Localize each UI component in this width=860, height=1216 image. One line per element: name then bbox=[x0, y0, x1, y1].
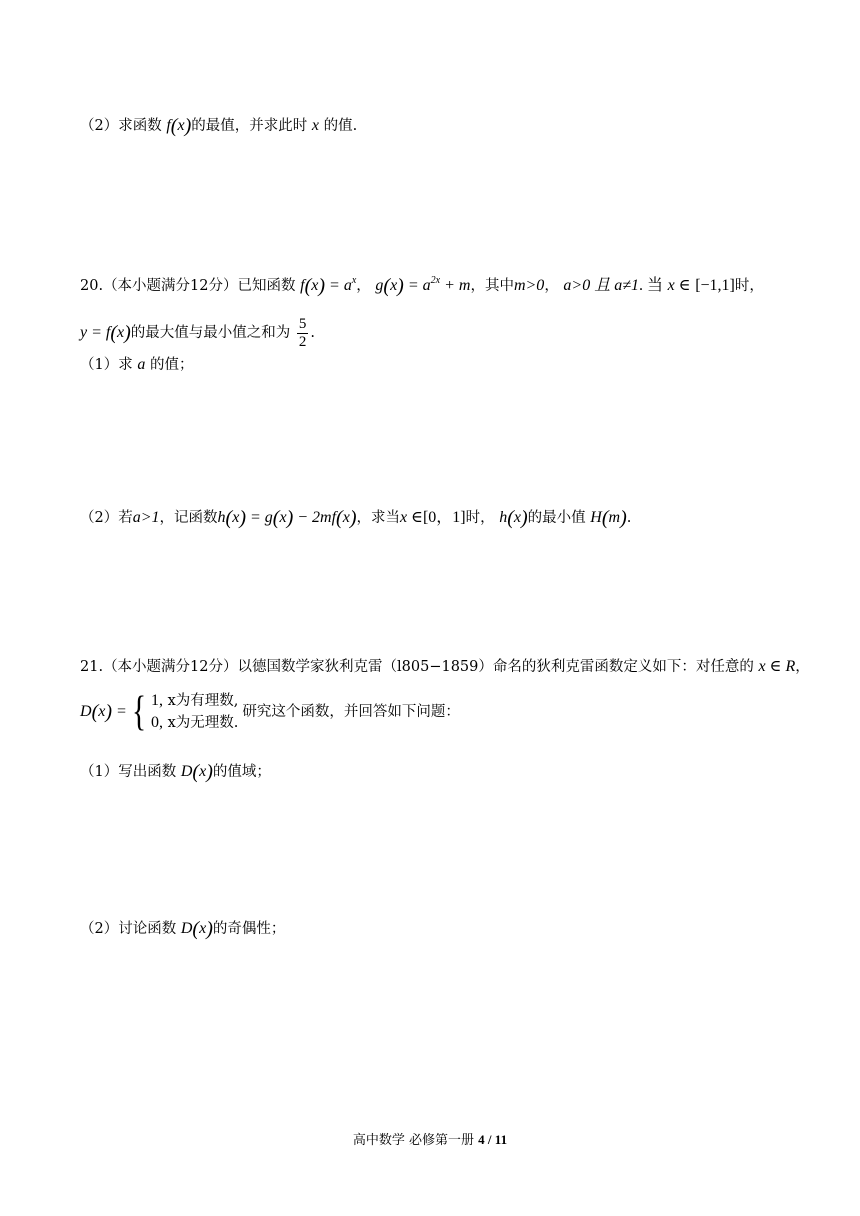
text: . 当 bbox=[639, 277, 664, 294]
case-row-1 bbox=[151, 690, 238, 712]
q20-line1 bbox=[80, 276, 764, 296]
text: 写出函数 bbox=[118, 764, 177, 780]
math-fx: f(x) bbox=[166, 115, 192, 137]
math-cond: a>1 bbox=[132, 509, 160, 526]
text: 研究这个函数，并回答如下问题： bbox=[242, 703, 460, 720]
math-x-in: x ∈ bbox=[667, 277, 691, 294]
text: ， bbox=[544, 278, 559, 294]
question-score: （本小题满分12分） bbox=[103, 659, 238, 675]
math-interval: [0，1] bbox=[422, 509, 466, 526]
math-gx-def: $g(x) = a^{2x} + m$ bbox=[375, 275, 471, 297]
q21-part2 bbox=[80, 919, 285, 939]
part-number: （2） bbox=[80, 510, 119, 526]
math-var: x bbox=[311, 117, 319, 134]
question-number: 21. bbox=[80, 659, 104, 675]
fraction bbox=[297, 316, 309, 350]
fraction-numerator: 5 bbox=[298, 316, 307, 332]
math-var: a bbox=[137, 356, 146, 373]
math-cond: m>0 bbox=[513, 277, 545, 294]
text: 的值； bbox=[149, 357, 194, 373]
text: ，其中 bbox=[470, 278, 514, 294]
brace-icon: { bbox=[131, 689, 146, 735]
part-number: （2） bbox=[80, 921, 119, 937]
text: 的最值，并求此时 bbox=[191, 118, 308, 134]
math-x-in: x ∈ bbox=[399, 509, 423, 526]
text: . bbox=[626, 510, 632, 526]
math-fx-def: $f(x) = a^x$ bbox=[300, 275, 357, 297]
piecewise-cases bbox=[151, 690, 238, 734]
text: 的值域； bbox=[212, 764, 271, 780]
q19-part2 bbox=[80, 116, 357, 136]
math-interval: [−1,1] bbox=[695, 277, 735, 294]
text: ， bbox=[356, 278, 371, 294]
text: 的最小值 bbox=[527, 510, 586, 526]
math-Hm: H(m) bbox=[590, 507, 627, 529]
question-score: （本小题满分12分） bbox=[103, 278, 238, 294]
text: 的最大值与最小值之和为 bbox=[130, 325, 291, 341]
text: 若 bbox=[118, 510, 133, 526]
math-y-eq: y = f bbox=[80, 324, 111, 341]
page-footer bbox=[0, 1129, 860, 1148]
math-Dx: D(x) bbox=[180, 761, 213, 783]
case-row-2 bbox=[151, 712, 238, 734]
math-paren-x: (x) bbox=[110, 322, 131, 344]
math-hx-def: h(x) = g(x) − 2mf(x) bbox=[217, 507, 357, 529]
text: 的值. bbox=[323, 118, 358, 134]
case-condition: x为无理数. bbox=[167, 715, 239, 731]
text: . bbox=[310, 325, 316, 341]
question-number: 20. bbox=[80, 278, 104, 294]
case-value: 0, bbox=[150, 714, 163, 731]
math-Dx: D(x) = bbox=[80, 701, 127, 723]
text: 时， bbox=[734, 278, 764, 294]
part-number: （1） bbox=[80, 764, 119, 780]
page-number: 4 / 11 bbox=[478, 1132, 508, 1147]
q21-line1 bbox=[80, 659, 810, 675]
math-Dx: D(x) bbox=[180, 918, 213, 940]
part-number: （2） bbox=[80, 118, 119, 134]
case-value: 1, bbox=[150, 692, 163, 709]
q20-part2 bbox=[80, 508, 631, 528]
case-condition: x为有理数, bbox=[167, 693, 239, 709]
text: ，求当 bbox=[356, 510, 400, 526]
fraction-denominator: 2 bbox=[298, 333, 307, 350]
text: ，记函数 bbox=[159, 510, 218, 526]
q20-part1 bbox=[80, 357, 193, 373]
text: 以德国数学家狄利克雷（l805−1859）命名的狄利克雷函数定义如下：对任意的 bbox=[237, 659, 754, 675]
math-cond: a>0 且 a≠1 bbox=[563, 277, 640, 294]
part-number: （1） bbox=[80, 357, 119, 373]
q20-line2 bbox=[80, 316, 315, 350]
math-hx: h(x) bbox=[499, 507, 528, 529]
text: ， bbox=[795, 659, 810, 675]
q21-definition bbox=[80, 690, 460, 734]
math-domain: x ∈ R bbox=[758, 658, 796, 675]
footer-text: 高中数学 必修第一册 bbox=[352, 1133, 479, 1148]
text: 的奇偶性； bbox=[212, 921, 286, 937]
text: 求 bbox=[118, 357, 133, 373]
text: 时， bbox=[465, 510, 495, 526]
text: 已知函数 bbox=[237, 278, 296, 294]
q21-part1 bbox=[80, 762, 271, 782]
text: 求函数 bbox=[118, 118, 162, 134]
text: 讨论函数 bbox=[118, 921, 177, 937]
